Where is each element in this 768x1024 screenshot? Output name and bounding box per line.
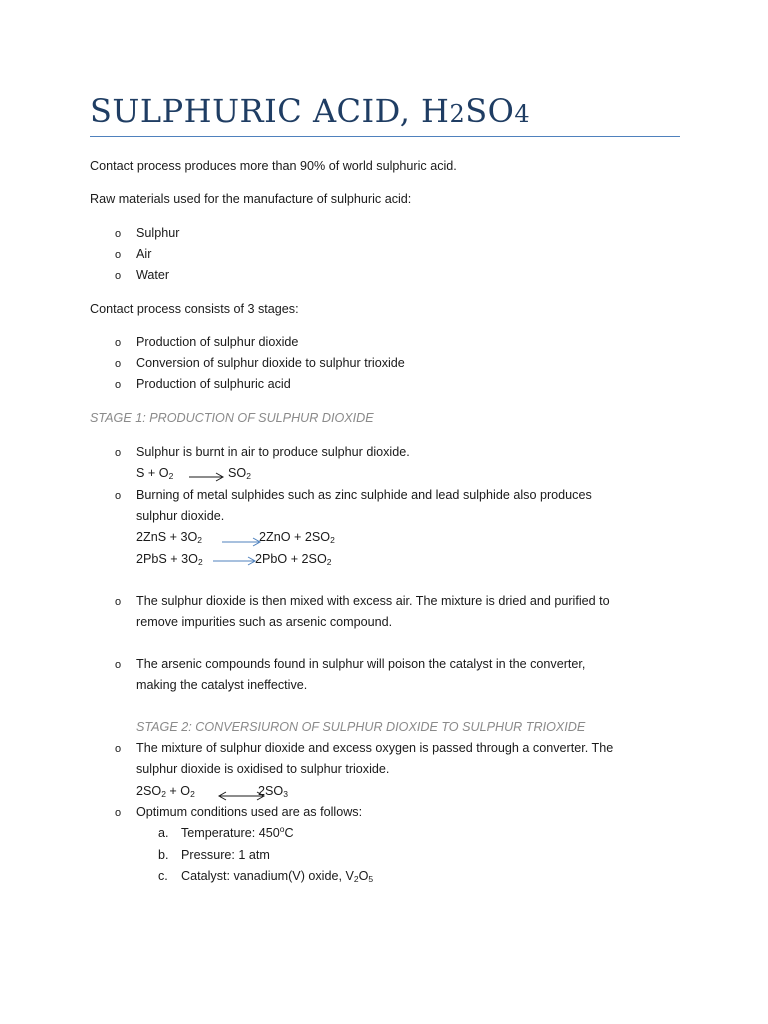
bullet-icon: o — [115, 659, 122, 671]
stage1-bullet-1: Sulphur is burnt in air to produce sulphur dioxide. — [136, 445, 410, 459]
reaction-arrow-icon — [189, 472, 225, 482]
list-item: Production of sulphuric acid — [136, 377, 291, 391]
stage1-bullet-3-line1: The sulphur dioxide is then mixed with excess air. The mixture is dried and purified to — [136, 594, 610, 608]
bullet-icon: o — [115, 807, 122, 819]
stage1-bullet-2-line2: sulphur dioxide. — [136, 509, 225, 523]
list-item: Conversion of sulphur dioxide to sulphur trioxide — [136, 356, 405, 370]
condition-marker: c. — [158, 869, 168, 883]
equation-lead: $2PbS + 3O_2$ — [136, 552, 203, 567]
stage1-heading: STAGE 1: PRODUCTION OF SULPHUR DIOXIDE — [90, 411, 374, 425]
bullet-icon: o — [115, 358, 122, 370]
bullet-icon: o — [115, 379, 122, 391]
stage1-bullet-4-line1: The arsenic compounds found in sulphur will poison the catalyst in the converter, — [136, 657, 586, 671]
list-item: Air — [136, 247, 152, 261]
bullet-icon: o — [115, 447, 122, 459]
title-underline — [90, 136, 680, 137]
condition-pressure: Pressure: 1 atm — [181, 848, 270, 862]
bullet-icon: o — [115, 270, 122, 282]
stage1-bullet-2-line1: Burning of metal sulphides such as zinc sulphide and lead sulphide also produces — [136, 488, 592, 502]
reaction-arrow-icon — [222, 537, 262, 547]
stages-heading: Contact process consists of 3 stages: — [90, 302, 299, 316]
condition-temperature: Temperature: 450$^o$C — [181, 824, 294, 840]
equation-product: $2SO_3$ — [258, 784, 288, 799]
bullet-icon: o — [115, 249, 122, 261]
bullet-icon: o — [115, 743, 122, 755]
condition-catalyst: Catalyst: vanadium(V) oxide, $V_2O_5$ — [181, 869, 374, 884]
condition-marker: a. — [158, 826, 169, 840]
stage2-bullet-1-line1: The mixture of sulphur dioxide and excess oxygen is passed through a converter. The — [136, 741, 614, 755]
equation-product: $2PbO + 2SO_2$ — [255, 552, 332, 567]
bullet-icon: o — [115, 228, 122, 240]
stage1-bullet-4-line2: making the catalyst ineffective. — [136, 678, 308, 692]
stage2-heading: STAGE 2: CONVERSIURON OF SULPHUR DIOXIDE TO SULPHUR TRIOXIDE — [136, 720, 586, 734]
page-title: SULPHURIC ACID, H2SO4 — [90, 92, 531, 130]
equation-conversion: $2SO_2 + O_2$ — [136, 784, 195, 799]
raw-materials-heading: Raw materials used for the manufacture of sulphuric acid: — [90, 192, 412, 206]
stage1-bullet-3-line2: remove impurities such as arsenic compound. — [136, 615, 393, 629]
bullet-icon: o — [115, 596, 122, 608]
bullet-icon: o — [115, 490, 122, 502]
equation-zinc: $2ZnS + 3O_2$ — [136, 530, 202, 545]
bullet-icon: o — [115, 337, 122, 349]
condition-marker: b. — [158, 848, 169, 862]
stage2-bullet-2: Optimum conditions used are as follows: — [136, 805, 363, 819]
equation-sulphur: $S + O_2$ — [136, 466, 174, 481]
equation-product: $SO_2$ — [228, 466, 251, 481]
equation-product: $2ZnO + 2SO_2$ — [259, 530, 335, 545]
list-item: Production of sulphur dioxide — [136, 335, 299, 349]
list-item: Water — [136, 268, 170, 282]
reaction-arrow-icon — [213, 556, 257, 566]
stage2-bullet-1-line2: sulphur dioxide is oxidised to sulphur trioxide. — [136, 762, 390, 776]
intro-paragraph: Contact process produces more than 90% of world sulphuric acid. — [90, 159, 457, 173]
list-item: Sulphur — [136, 226, 180, 240]
